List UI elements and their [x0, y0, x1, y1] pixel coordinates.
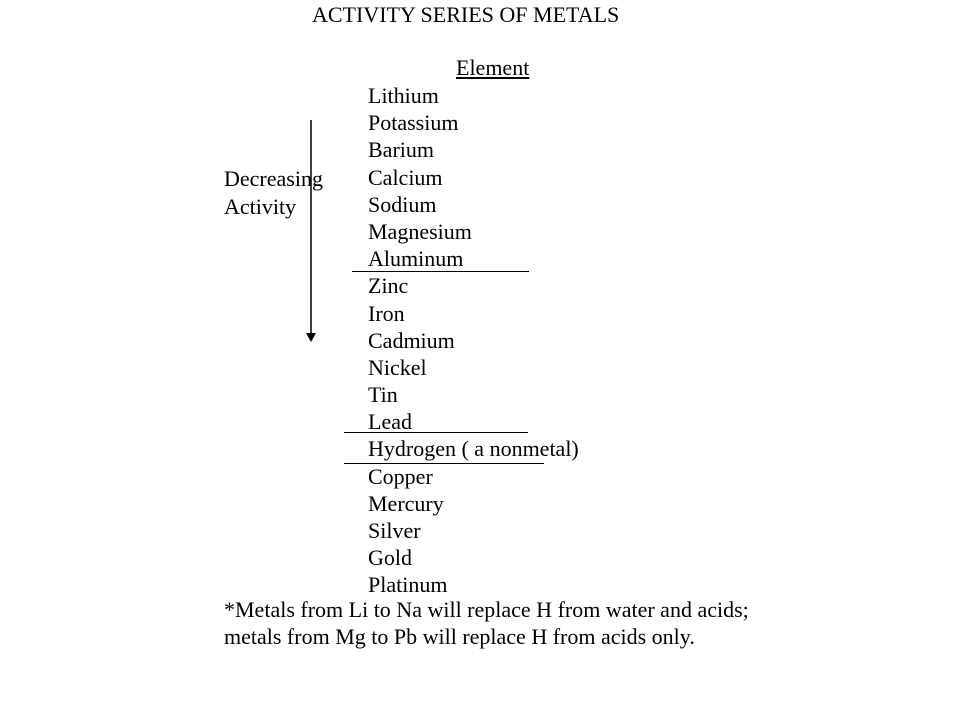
list-item: Sodium — [368, 191, 437, 217]
list-item: Hydrogen ( a nonmetal) — [368, 436, 579, 462]
activity-label-line-2: Activity — [224, 194, 297, 219]
list-item: Aluminum — [368, 246, 464, 272]
list-item: Magnesium — [368, 218, 472, 244]
element-list — [368, 83, 579, 600]
list-item: Calcium — [368, 164, 443, 190]
list-item: Barium — [368, 137, 434, 163]
activity-label-line-1: Decreasing — [224, 166, 323, 191]
divider-aluminum-zinc — [352, 271, 529, 272]
list-item: Potassium — [368, 110, 459, 136]
list-item: Silver — [368, 518, 421, 543]
list-item: Nickel — [368, 354, 427, 380]
list-item: Gold — [368, 545, 412, 571]
page-title: ACTIVITY SERIES OF METALS — [312, 2, 620, 27]
list-item: Cadmium — [368, 327, 455, 353]
footnote: *Metals from Li to Na will replace H from water and acids; metals from Mg to Pb will replace H from acids only. — [224, 597, 749, 649]
divider-hydrogen-copper — [344, 463, 544, 464]
list-item: Tin — [368, 382, 398, 408]
list-item: Iron — [368, 300, 405, 326]
list-item: Mercury — [368, 490, 444, 516]
list-item: Lithium — [368, 83, 439, 108]
element-column-header: Element — [456, 55, 530, 80]
divider-lead-hydrogen — [344, 432, 528, 433]
list-item: Zinc — [368, 273, 409, 299]
down-arrow-icon — [303, 120, 319, 344]
list-item: Lead — [368, 409, 412, 435]
list-item: Platinum — [368, 572, 448, 598]
list-item: Copper — [368, 463, 433, 489]
